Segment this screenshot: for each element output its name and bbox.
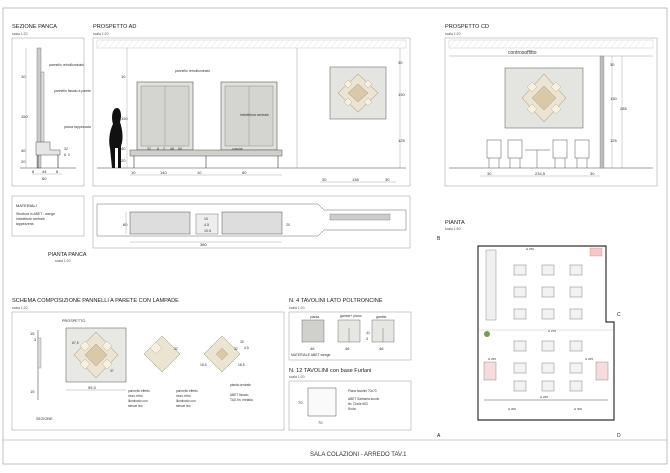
sezione-panca-panel [12,24,91,186]
corner-label-a: A [437,433,441,439]
dim-label: 70 [318,420,323,425]
service-area [590,248,602,256]
dim-label: 4.5 [204,223,209,227]
corner-label-c: C [617,312,621,318]
tile-variant-2 [204,336,240,372]
dim-label: 130 [398,92,405,97]
table-label: pianta [310,315,320,319]
bench-plan [484,362,496,380]
note: pannello retroilluminato [175,69,211,73]
table-plan-item [514,265,526,275]
pianta-title: PIANTA [445,220,465,226]
prospetto-cd-panel [445,24,657,186]
dim-label: 37 [110,369,114,373]
dim-label: 30 [487,171,492,176]
dim-label: H 265 [540,395,549,399]
materiali-line: Struttura in ABET - wenge [16,212,56,216]
tavolini-scale: scala 1:20 [289,306,305,310]
dim-label: 30 [385,177,390,182]
corner-label-d: D [617,433,621,439]
dim-label: 41 [366,331,370,335]
dim-label: 285 [620,106,627,111]
dim-label: 32 [64,147,68,151]
dim-label: 15 [30,389,35,394]
dim-label: 3 [366,337,368,341]
table-plan-item [570,309,582,319]
table-plan-item [514,363,526,373]
dim-label: 70 [298,400,303,405]
dim-label: 8 [32,169,35,174]
table-plan-item [570,265,582,275]
dim-label: 10 [197,170,202,175]
dim-label: 2 [163,147,165,151]
schema-scale: scala 1:20 [12,306,28,310]
table-plan-item [542,381,554,391]
ceiling-band [449,40,653,48]
bench-plan-2 [222,212,282,234]
note-block-3 [230,383,253,402]
note-line: strisce led [128,404,143,408]
dim-label: 234,5 [535,171,546,176]
pianta-scale: scala 1:50 [445,227,461,231]
prospetto-cd-title: PROSPETTO CD [445,24,490,30]
table-plan-item [542,309,554,319]
note-block-1 [128,389,150,408]
dim-label: 125 [398,138,405,143]
dim-label: 125 [610,138,617,143]
note-line: TAG fin. metalla [230,398,253,402]
table-plan-item [570,381,582,391]
dim-label: 3 [34,337,37,342]
spec-line: Piano tavolini 70x70 [348,389,377,393]
materiali-title: MATERIALI [16,203,37,208]
dim-label: 30 [240,340,244,344]
tavolini-panel [289,298,411,360]
note: pannello fissato a parete [54,89,91,93]
pianta-panca-title: PIANTA PANCA [48,252,87,258]
dim-label: 15 [30,331,35,336]
dim-label: 138 [352,177,359,182]
prospetto-cd-scale: scala 1:20 [445,32,461,36]
dim-label: 10.5 [204,229,211,233]
dim-label: 20 [286,223,290,227]
section-panel [38,338,41,368]
dim-label: 40 [21,148,26,153]
materiali-line: imbottiture centrale [16,217,45,221]
ceiling-hatch [449,40,647,48]
table-base-plan [308,388,336,416]
dim-label: H 270 [548,329,557,333]
note: imbottitura centrale [240,113,269,117]
dim-label: 6 [157,147,159,151]
dim-label: 95,3 [88,385,96,390]
dim-label: 40 [121,146,126,151]
sezione-panca-scale: scala 1:20 [12,32,28,36]
dim-label: H 250 [526,247,535,251]
dim-label: 4,5 [244,346,249,350]
spec-line: ABET Salmaria avorio [348,397,380,401]
bench-plan [596,362,608,380]
spec-line: Roda [348,407,356,411]
dim-label: 8 [56,169,59,174]
ceiling-hatch [97,40,403,48]
dim-label: 10 [204,217,208,221]
dim-label: 60 [242,170,247,175]
controsoffitto-label: controsoffitto [508,50,537,56]
note: cuscini [232,147,243,151]
table-plan-item [514,287,526,297]
table-plan-item [542,341,554,351]
dim-label: 18,5 [238,363,245,367]
bench-section [36,142,60,155]
table-plan-item [542,363,554,373]
dim-label: 150 [121,116,128,121]
dim-label: 150 [21,114,28,119]
table-plan [302,320,324,342]
dim-label: 32 [234,347,238,351]
table-plan-item [542,265,554,275]
schema-frame [12,312,284,430]
dim-label: 60 [123,222,128,227]
materiali-panel [12,196,84,236]
note-line: pianta centrale [230,383,251,387]
corner-label-b: B [437,236,441,242]
tavolini-title: N. 4 TAVOLINI LATO POLTRONCINE [289,298,383,304]
materiali-line: tappezzeria [16,222,34,226]
dim-label: 30 [398,60,403,65]
panel-section [41,72,44,142]
dim-label: 6 [64,153,66,157]
dim-label: 30 [322,177,327,182]
schema-panel [12,298,284,430]
dim-label: 30 [590,171,595,176]
dim-label: 2 [68,153,70,157]
dim-label: 10 [131,170,136,175]
note-line: strisce led [176,404,191,408]
note-line: muro retro [176,394,191,398]
dim-label: 60 [178,147,182,151]
lamp-plan [330,214,390,220]
dim-label: 46 [379,346,384,351]
sheet-title: SALA COLAZIONI - ARREDO TAV.1 [310,452,407,458]
dim-label: 10 [121,74,126,79]
dim-label: H 300 [574,407,583,411]
table-label: gambe+ piano [340,314,362,318]
table-plan-item [514,309,526,319]
pianta-panca-panel [93,196,410,248]
note-line: ABET fissato [230,393,249,397]
sezione-label: SEZIONE [36,417,53,421]
table-plan-item [514,341,526,351]
table-label: gambe [376,315,387,319]
sezione-panca-title: SEZIONE PANCA [12,24,57,30]
prospetto-label: PROSPETTO [62,319,86,323]
note-block-2 [176,389,198,408]
pianta-panel [437,220,621,439]
tavolini-base-panel [289,368,411,430]
table-grid [514,265,582,391]
tavolini-base-scale: scala 1:20 [289,375,305,379]
dim-label: 130 [610,96,617,101]
note-line: illuminato con [176,399,196,403]
table-plan-item [570,287,582,297]
tavolini-base-title: N. 12 TAVOLINI con base Furlani [289,368,372,374]
dim-label: 46 [345,346,350,351]
prospetto-ad-title: PROSPETTO AD [93,24,137,30]
dim-label: 380 [200,242,207,247]
note-line: illuminato con [128,399,148,403]
dim-label: 60 [42,176,47,181]
dim-label: H 265 [488,357,497,361]
dim-label: 20 [21,159,26,164]
schema-title: SCHEMA COMPOSIZIONE PANNELLI A PARETE CON LAMPADE [12,298,179,304]
prospetto-ad-scale: scala 1:20 [93,32,109,36]
dim-label: 18,5 [200,363,207,367]
table-plan-item [570,341,582,351]
note-line: pannello effetto [176,389,198,393]
dim-label: 32 [174,347,178,351]
dim-label: 48 [170,147,174,151]
chairs [487,140,589,168]
table-plan-item [542,287,554,297]
plant-icon [484,331,490,337]
dim-label: 20 [121,158,126,163]
note: panca tappezzata [64,125,91,129]
table-plan-item [514,381,526,391]
note-line: muro retro [128,394,143,398]
dim-label: 44 [42,169,47,174]
material-label: MATERIALE ABET wenge [291,353,331,357]
ceiling-band [97,40,406,48]
bench-front [130,150,282,156]
table-plan-item [570,363,582,373]
materiali-frame [12,196,84,236]
note: pannello retroilluminato [49,63,85,67]
tile-variant-1 [144,336,180,372]
column [600,56,604,168]
bench-plan-1 [130,212,190,234]
prospetto-ad-panel [93,24,410,186]
dim-label: 67,5 [72,341,79,345]
dim-label: 10 [21,74,26,79]
dim-label: 30 [610,62,615,67]
pianta-panca-scale: scala 1:20 [55,259,71,263]
dim-label: 32 [147,147,151,151]
note-line: pannello effetto [128,389,150,393]
dim-label: H 300 [508,407,517,411]
dim-label: 140 [160,170,167,175]
bench-plan [486,250,496,320]
dim-label: 46 [310,346,315,351]
dim-label: H 265 [585,357,594,361]
spec-line: fin. Clarie 653 [348,402,368,406]
